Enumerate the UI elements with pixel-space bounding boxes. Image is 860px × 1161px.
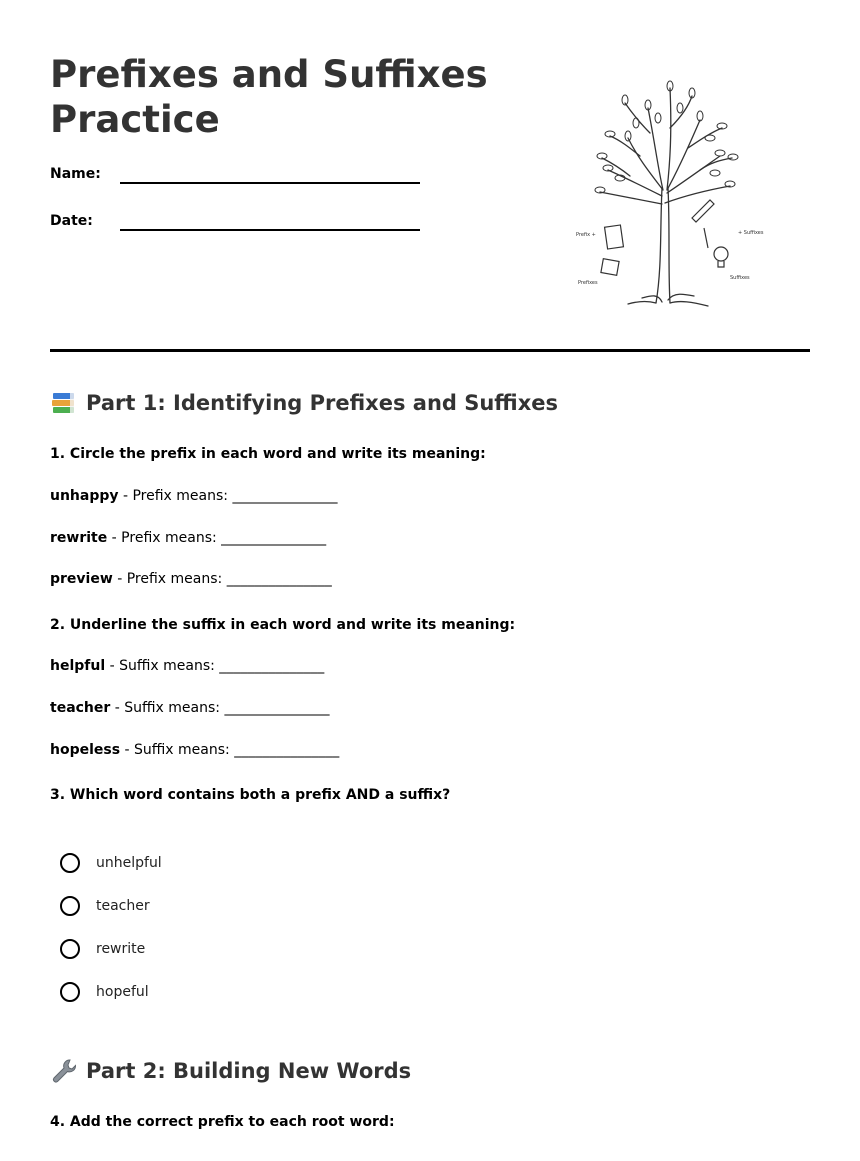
date-label: Date: xyxy=(50,213,93,229)
illustration-label-prefix: Prefix + xyxy=(576,232,596,238)
part1-heading xyxy=(50,389,558,417)
list-item xyxy=(50,530,326,546)
header-divider xyxy=(50,349,810,352)
list-item xyxy=(50,658,324,674)
option-hopeful[interactable] xyxy=(60,979,149,1005)
item-text: - Prefix means: _______________ xyxy=(118,488,338,504)
list-item xyxy=(50,571,332,587)
date-field[interactable] xyxy=(50,213,430,243)
option-unhelpful[interactable] xyxy=(60,850,162,876)
radio-button[interactable] xyxy=(60,896,80,916)
item-text: - Suffix means: _______________ xyxy=(110,700,330,716)
option-label: rewrite xyxy=(96,941,146,957)
word-tree-illustration xyxy=(570,78,770,308)
option-label: teacher xyxy=(96,898,150,914)
question-3: 3. Which word contains both a prefix AND a suffix? xyxy=(50,787,451,803)
item-word: preview xyxy=(50,571,113,587)
question-4: 4. Add the correct prefix to each root word: xyxy=(50,1114,395,1130)
name-line[interactable] xyxy=(120,182,420,184)
name-label: Name: xyxy=(50,166,101,182)
page-title: Prefixes and Suffixes Practice xyxy=(50,53,488,141)
option-label: hopeful xyxy=(96,984,149,1000)
list-item xyxy=(50,742,339,758)
part1-heading-text: Part 1: Identifying Prefixes and Suffixes xyxy=(86,391,559,415)
question-1: 1. Circle the prefix in each word and write its meaning: xyxy=(50,446,486,462)
date-line[interactable] xyxy=(120,229,420,231)
option-teacher[interactable] xyxy=(60,893,150,919)
item-text: - Suffix means: _______________ xyxy=(120,742,340,758)
radio-button[interactable] xyxy=(60,853,80,873)
illustration-label-suffixes: + Suffixes xyxy=(738,230,764,236)
list-item xyxy=(50,700,329,716)
option-rewrite[interactable] xyxy=(60,936,145,962)
books-icon xyxy=(50,389,78,417)
item-word: helpful xyxy=(50,658,106,674)
part2-heading-text: Part 2: Building New Words xyxy=(86,1059,412,1083)
wrench-icon xyxy=(50,1057,78,1085)
part2-heading xyxy=(50,1057,411,1085)
list-item xyxy=(50,488,337,504)
option-label: unhelpful xyxy=(96,855,162,871)
item-word: unhappy xyxy=(50,488,119,504)
item-text: - Prefix means: _______________ xyxy=(112,571,332,587)
item-word: rewrite xyxy=(50,530,108,546)
name-field[interactable] xyxy=(50,166,430,196)
illustration-label-prefixes: Prefixes xyxy=(578,280,598,286)
radio-button[interactable] xyxy=(60,939,80,959)
item-text: - Suffix means: _______________ xyxy=(105,658,325,674)
illustration-label-suffixes-2: Suffixes xyxy=(730,275,750,281)
question-2: 2. Underline the suffix in each word and write its meaning: xyxy=(50,617,516,633)
item-word: hopeless xyxy=(50,742,121,758)
item-word: teacher xyxy=(50,700,111,716)
item-text: - Prefix means: _______________ xyxy=(107,530,327,546)
radio-button[interactable] xyxy=(60,982,80,1002)
